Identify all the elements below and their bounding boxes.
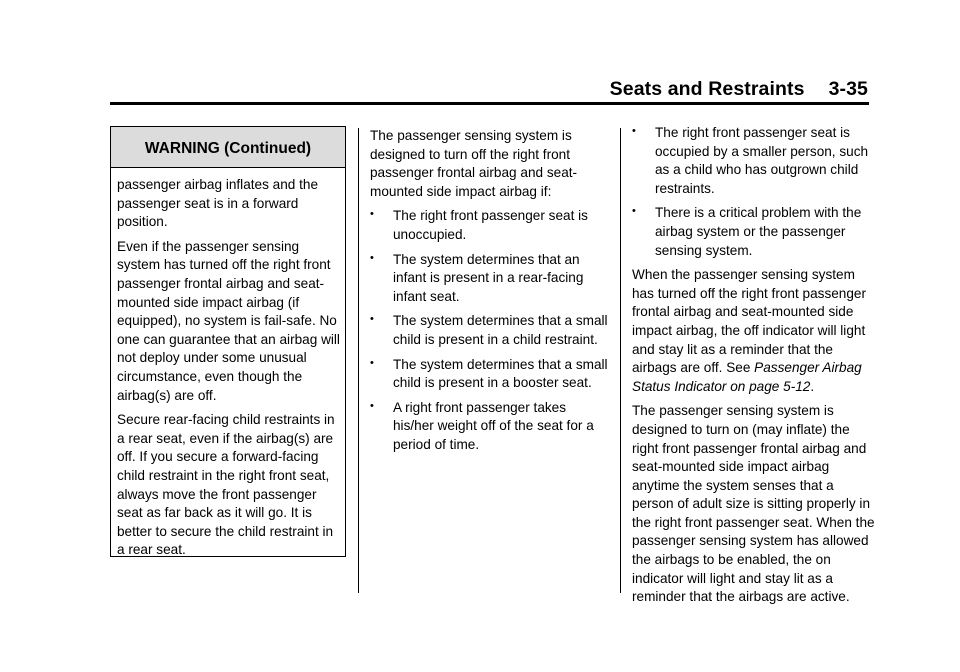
on-indicator-paragraph: The passenger sensing system is designed to turn on (may inflate) the right front passenger frontal airbag and seat-mounted side impact airbag anytime the system senses that a person of adult size is sitting properly in the right front passenger seat. When the passenger sensing system has allowed the airbags to be enabled, the on indicator will light and stay lit as a reminder that the airbags are active. [632,403,875,605]
warning-paragraph: passenger airbag inflates and the passenger seat is in a forward position. [117,177,319,230]
warning-box [110,126,346,557]
text-column-3 [632,127,877,613]
text-column-2 [370,127,610,461]
paragraph-end: . [810,378,815,394]
page-header [610,78,868,101]
header-rule [110,102,869,105]
bullet-item: • The system determines that a small child is present in a child restraint. [370,312,610,349]
column-divider-1 [358,128,359,593]
cross-reference-link[interactable]: Passenger Airbag Status Indicator on page 5-12 [632,360,862,394]
warning-paragraph: Even if the passenger sensing system has turned off the right front passenger frontal airbag and seat-mounted side impact airbag (if equipped), no system is fail-safe. No one can guarantee that an airbag will not deploy under some unusual circumstance, even though the airbag(s) are off. [117,238,340,403]
warning-title: WARNING (Continued) [111,127,345,168]
warning-body [111,168,345,560]
page-number: 3-35 [828,78,868,100]
bullet-list [632,124,877,260]
section-title: Seats and Restraints [609,78,805,100]
bullet-item: • The right front passenger seat is unoccupied. [370,207,610,244]
bullet-item: • The right front passenger seat is occupied by a smaller person, such as a child who has outgrown child restraints. [632,124,877,198]
intro-paragraph: The passenger sensing system is designed to turn off the right front passenger frontal airbag and seat-mounted side impact airbag if: [370,128,578,199]
bullet-item: • A right front passenger takes his/her weight off of the seat for a period of time. [370,399,610,455]
bullet-item: • There is a critical problem with the airbag system or the passenger sensing system. [632,204,877,260]
bullet-list [370,207,610,454]
bullet-item: • The system determines that a small child is present in a booster seat. [370,356,610,393]
off-indicator-paragraph [632,266,877,396]
warning-paragraph: Secure rear-facing child restraints in a rear seat, even if the airbag(s) are off. If you secure a forward-facing child restraint in the right front seat, always move the front passenger seat as far back as it will go. It is better to secure the child restraint in a rear seat. [117,412,335,558]
bullet-item: • The system determines that an infant is present in a rear-facing infant seat. [370,251,610,307]
column-divider-2 [620,128,621,593]
paragraph-text: When the passenger sensing system has turned off the right front passenger frontal airbag and seat-mounted side impact airbag, the off indicator will light and stay lit as a reminder that the airbags are off. See [632,267,867,376]
